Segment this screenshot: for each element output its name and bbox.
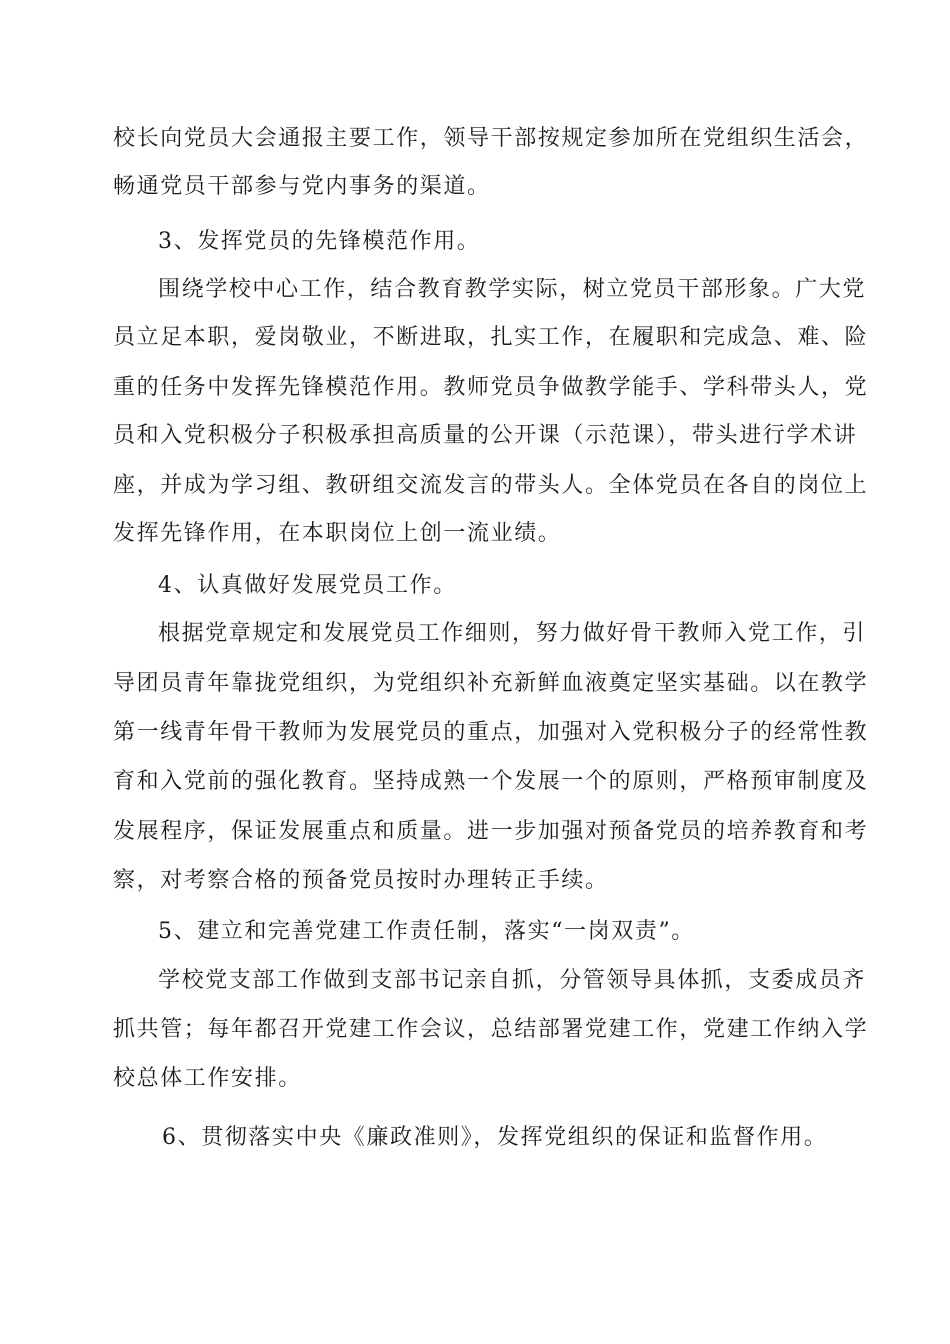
section-heading: 4、认真做好发展党员工作。 <box>158 573 457 598</box>
paragraph-line: 第一线青年骨干教师为发展党员的重点，加强对入党积极分子的经常性教 <box>113 720 869 745</box>
section-heading: 5、建立和完善党建工作责任制，落实“一岗双责”。 <box>158 919 695 944</box>
paragraph-line: 育和入党前的强化教育。坚持成熟一个发展一个的原则，严格预审制度及 <box>113 769 869 794</box>
section-heading: 6、贯彻落实中央《廉政准则》，发挥党组织的保证和监督作用。 <box>162 1125 828 1150</box>
section-heading: 3、发挥党员的先锋模范作用。 <box>158 229 481 254</box>
paragraph-line: 察，对考察合格的预备党员按时办理转正手续。 <box>113 868 609 893</box>
paragraph-line: 校长向党员大会通报主要工作，领导干部按规定参加所在党组织生活会， <box>113 126 869 151</box>
paragraph-line: 发挥先锋作用，在本职岗位上创一流业绩。 <box>113 521 562 546</box>
paragraph-line: 抓共管；每年都召开党建工作会议，总结部署党建工作，党建工作纳入学 <box>113 1017 869 1042</box>
paragraph-line: 员和入党积极分子积极承担高质量的公开课（示范课），带头进行学术讲 <box>113 423 858 448</box>
paragraph-line: 员立足本职，爱岗敬业，不断进取，扎实工作，在履职和完成急、难、险 <box>113 325 869 350</box>
paragraph-line: 畅通党员干部参与党内事务的渠道。 <box>113 174 491 199</box>
paragraph-line: 导团员青年靠拢党组织，为党组织补充新鲜血液奠定坚实基础。以在教学 <box>113 671 869 696</box>
paragraph-line: 围绕学校中心工作，结合教育教学实际，树立党员干部形象。广大党 <box>158 277 867 302</box>
paragraph-line: 根据党章规定和发展党员工作细则，努力做好骨干教师入党工作，引 <box>158 621 867 646</box>
paragraph-line: 座，并成为学习组、教研组交流发言的带头人。全体党员在各自的岗位上 <box>113 473 869 498</box>
paragraph-line: 校总体工作安排。 <box>113 1066 302 1091</box>
paragraph-line: 重的任务中发挥先锋模范作用。教师党员争做教学能手、学科带头人，党 <box>113 375 869 400</box>
paragraph-line: 学校党支部工作做到支部书记亲自抓，分管领导具体抓，支委成员齐 <box>158 968 867 993</box>
paragraph-line: 发展程序，保证发展重点和质量。进一步加强对预备党员的培养教育和考 <box>113 819 869 844</box>
